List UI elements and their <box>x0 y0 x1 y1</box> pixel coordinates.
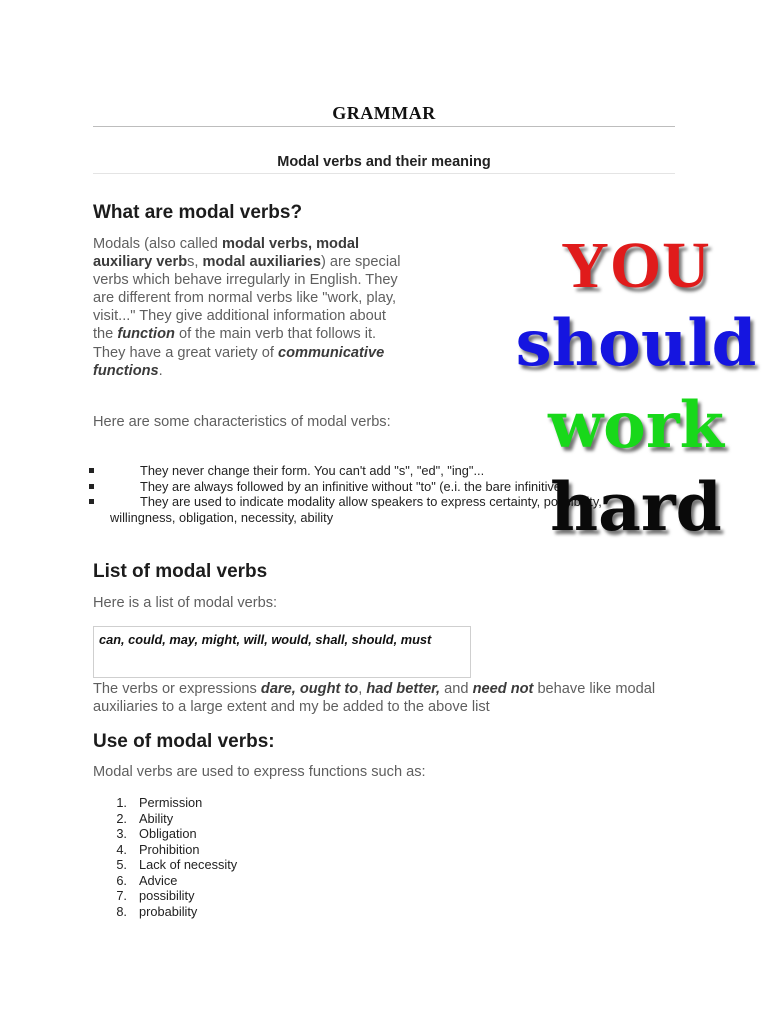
intro-text-3: ) are special verbs which behave irregularly in English. They are different from normal verbs like "work, play, visit..." They give additional information about the <box>93 254 401 343</box>
list-label: Obligation <box>139 826 197 841</box>
poster-word-hard: hard <box>550 468 722 546</box>
subtitle-divider <box>93 173 675 174</box>
heading-list-of-modal-verbs: List of modal verbs <box>93 561 268 582</box>
list-item <box>93 873 237 889</box>
functions-list <box>93 795 237 919</box>
list-label: Permission <box>139 795 203 810</box>
intro-text-2: s, <box>187 254 203 271</box>
note-text-2: , <box>358 681 367 697</box>
poster-word-should: should <box>515 306 757 381</box>
intro-bold-italic-1: function <box>117 326 175 343</box>
title-divider <box>93 126 675 127</box>
document-title: GRAMMAR <box>332 103 436 123</box>
list-item <box>93 811 237 827</box>
list-item <box>93 842 237 858</box>
intro-text-5: . <box>158 362 163 379</box>
list-number: 2. <box>116 810 127 826</box>
list-label: Lack of necessity <box>139 857 238 872</box>
note-bold-italic-3: need not <box>472 681 534 697</box>
list-item <box>93 826 237 842</box>
bullet-text: They are used to indicate modality allow speakers to express certainty, possibility, willingness, obligation, necessity, ability <box>110 494 602 525</box>
heading-use-of-modal-verbs: Use of modal verbs: <box>93 731 275 752</box>
intro-bold-italic-2: communicative functions <box>93 344 385 379</box>
list-item <box>93 904 237 920</box>
list-number: 8. <box>116 903 127 919</box>
list-item <box>93 857 237 873</box>
modal-verbs-list-text: can, could, may, might, will, would, shall, should, must <box>99 632 432 647</box>
list-number: 6. <box>116 872 127 888</box>
list-label: Ability <box>139 810 174 826</box>
list-number: 3. <box>116 826 127 841</box>
use-intro: Modal verbs are used to express functions such as: <box>93 764 426 780</box>
intro-bold-1: modal verbs, modal auxiliary verb <box>93 236 360 271</box>
poster-word-you: YOU <box>561 229 711 302</box>
note-text-3: and <box>440 681 473 697</box>
list-number: 5. <box>116 857 127 872</box>
intro-paragraph <box>93 235 403 380</box>
intro-text-4: of the main verb that follows it. They have a great variety of <box>93 326 377 361</box>
motivational-poster-image <box>501 220 768 550</box>
modal-verbs-box <box>93 626 471 678</box>
intro-text-1: Modals (also called <box>93 236 222 252</box>
list-label: Advice <box>139 872 178 888</box>
note-bold-italic-2: had better, <box>366 681 441 697</box>
intro-bold-2: modal auxiliaries <box>202 254 321 271</box>
bullet-text: They are always followed by an infinitive without "to" (e.i. the bare infinitive.) <box>140 478 569 494</box>
note-text-1: The verbs or expressions <box>93 681 261 697</box>
heading-what-are-modal-verbs: What are modal verbs? <box>93 202 303 223</box>
document-subtitle: Modal verbs and their meaning <box>277 154 491 170</box>
list-number: 4. <box>116 841 127 857</box>
list-item <box>93 888 237 904</box>
list-item <box>93 795 237 811</box>
poster-word-work: work <box>548 388 724 463</box>
list-number: 7. <box>116 888 127 903</box>
note-bold-italic-1: dare, ought to <box>260 681 359 697</box>
note-text-4: behave like modal auxiliaries to a large extent and my be added to the above list <box>93 681 656 715</box>
list-label: Prohibition <box>139 841 200 857</box>
list-number: 1. <box>116 795 127 810</box>
bullet-text: They never change their form. You can't add "s", "ed", "ing"... <box>140 463 485 478</box>
list-intro: Here is a list of modal verbs: <box>93 595 278 611</box>
other-verbs-paragraph <box>93 680 675 716</box>
list-label: possibility <box>139 888 195 903</box>
characteristics-intro: Here are some characteristics of modal verbs: <box>93 414 391 430</box>
list-label: probability <box>139 903 198 919</box>
